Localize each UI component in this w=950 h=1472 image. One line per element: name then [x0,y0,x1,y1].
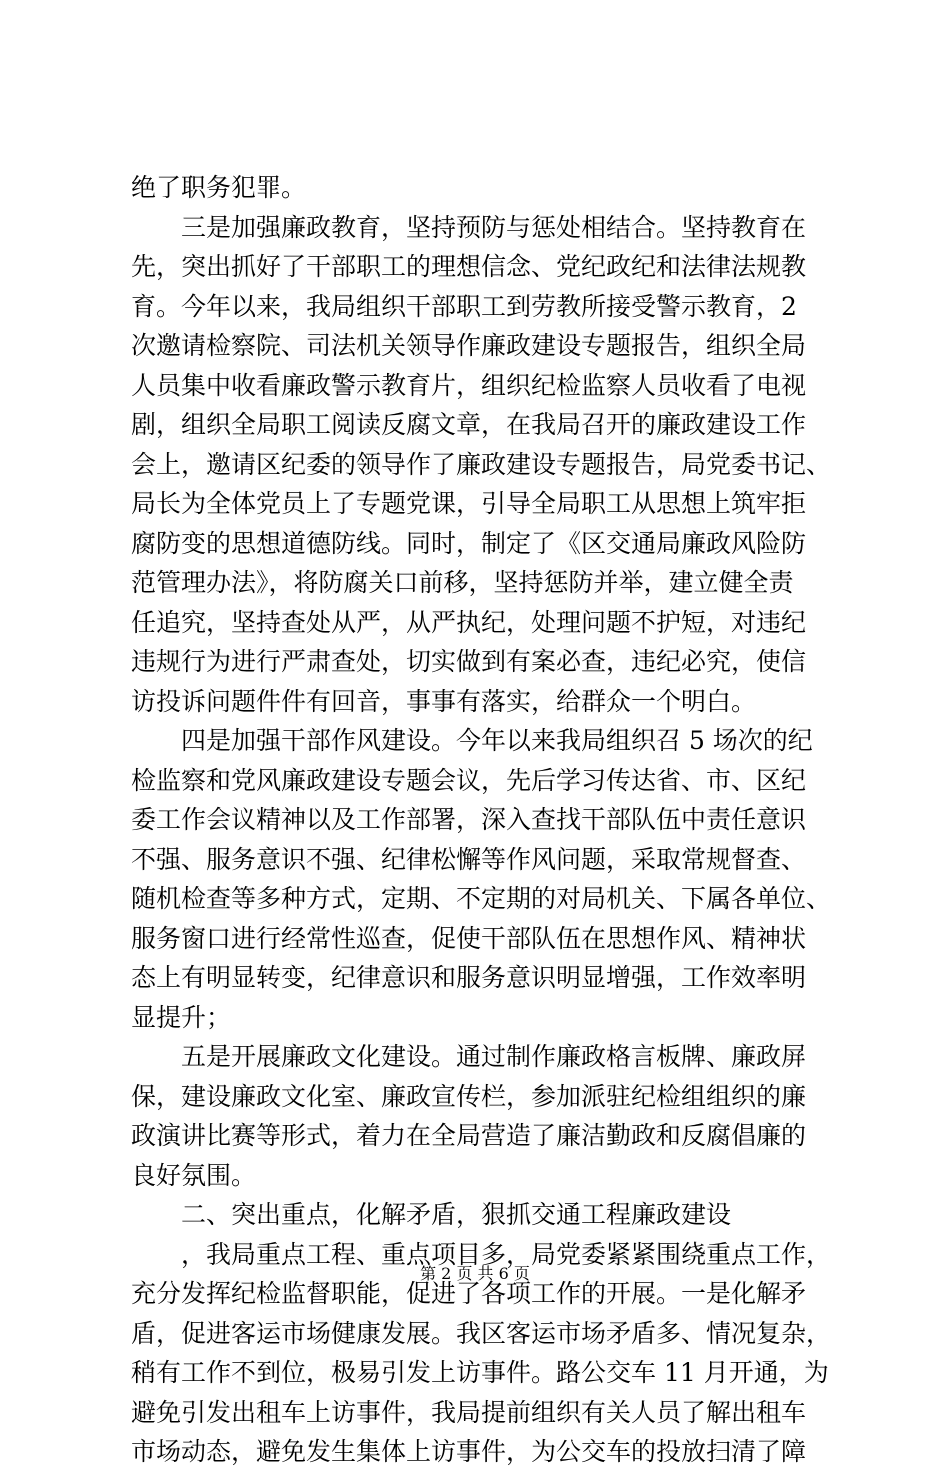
text-line: 会上，邀请区纪委的领导作了廉政建设专题报告，局党委书记、 [131,449,832,479]
text-line: 市场动态，避免发生集体上访事件，为公交车的投放扫清了障 [131,1437,807,1466]
text-line: 保，建设廉政文化室、廉政宣传栏，参加派驻纪检组组织的廉 [131,1081,807,1111]
text-line: 态上有明显转变，纪律意识和服务意识明显增强，工作效率明 [131,963,807,992]
text-line: 腐防变的思想道德防线。同时，制定了《区交通局廉政风险防 [131,528,807,558]
text-line: 委工作会议精神以及工作部署，深入查找干部队伍中责任意识 [131,805,807,834]
text-line: 良好氛围。 [131,1160,257,1190]
text-line: 育。今年以来，我局组织干部职工到劳教所接受警示教育，2 [131,291,797,321]
text-line: 不强、服务意识不强、纪律松懈等作风问题，采取常规督查、 [131,844,807,874]
text-line: 服务窗口进行经常性巡查，促使干部队伍在思想作风、精神状 [131,923,807,953]
text-line: 五是开展廉政文化建设。通过制作廉政格言板牌、廉政屏 [131,1042,807,1071]
text-line: 先，突出抓好了干部职工的理想信念、党纪政纪和法律法规教 [131,252,807,281]
text-line: 访投诉问题件件有回音，事事有落实，给群众一个明白。 [131,686,757,716]
text-line: 绝了职务犯罪。 [131,173,307,202]
text-line: 四是加强干部作风建设。今年以来我局组织召 5 场次的纪 [131,726,813,755]
text-line: 避免引发出租车上访事件，我局提前组织有关人员了解出租车 [131,1397,807,1427]
text-line: 违规行为进行严肃查处，切实做到有案必查，违纪必究，使信 [131,647,807,676]
text-line: 任追究，坚持查处从严，从严执纪，处理问题不护短，对违纪 [131,607,807,637]
text-line: ，我局重点工程、重点项目多，局党委紧紧围绕重点工作， [131,1239,832,1269]
text-line: 充分发挥纪检监督职能，促进了各项工作的开展。一是化解矛 [131,1279,807,1308]
text-line: 显提升； [131,1002,232,1032]
text-line: 盾，促进客运市场健康发展。我区客运市场矛盾多、情况复杂， [131,1318,832,1348]
text-line: 检监察和党风廉政建设专题会议，先后学习传达省、市、区纪 [131,765,807,795]
text-line: 二、突出重点，化解矛盾，狠抓交通工程廉政建设 [131,1200,732,1229]
page-footer: 第 2 页 共 6 页 [420,1264,530,1283]
text-line: 人员集中收看廉政警示教育片，组织纪检监察人员收看了电视 [131,370,807,400]
text-line: 政演讲比赛等形式，着力在全局营造了廉洁勤政和反腐倡廉的 [131,1121,807,1150]
text-line: 稍有工作不到位，极易引发上访事件。路公交车 11 月开通，为 [131,1358,829,1387]
text-line: 范管理办法》，将防腐关口前移，坚持惩防并举，建立健全责 [131,568,794,597]
text-line: 剧，组织全局职工阅读反腐文章，在我局召开的廉政建设工作 [131,410,807,439]
text-line: 随机检查等多种方式，定期、不定期的对局机关、下属各单位、 [131,884,832,913]
text-line: 次邀请检察院、司法机关领导作廉政建设专题报告，组织全局 [131,331,807,360]
text-line: 三是加强廉政教育，坚持预防与惩处相结合。坚持教育在 [131,212,807,242]
text-line: 局长为全体党员上了专题党课，引导全局职工从思想上筑牢拒 [131,489,807,518]
